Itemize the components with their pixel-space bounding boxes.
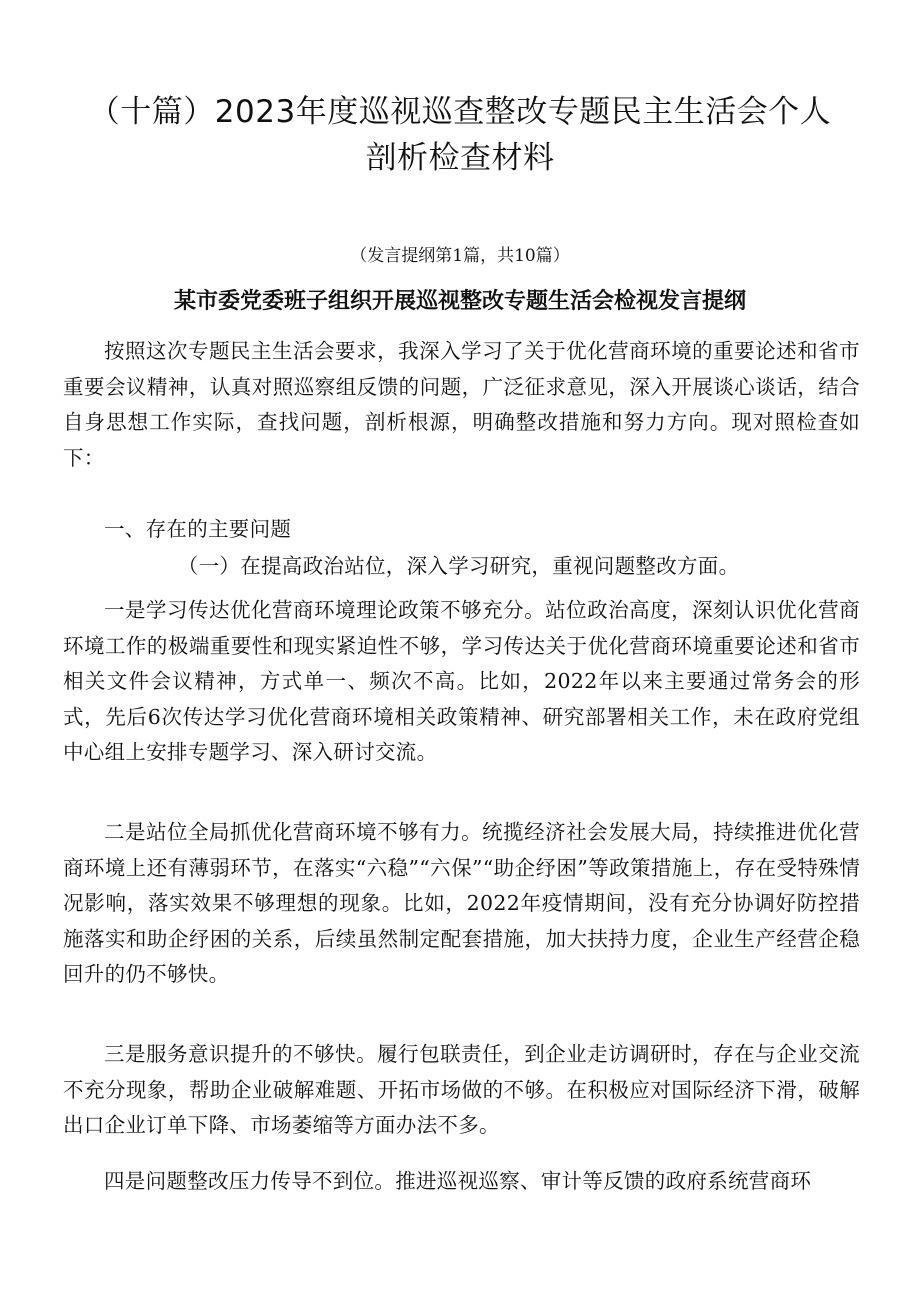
subpart-heading: （一）在提高政治站位，深入学习研究，重视问题整改方面。 [177,554,740,578]
point-paragraph-4: 四是问题整改压力传导不到位。推进巡视巡察、审计等反馈的政府系统营商环 [104,1169,812,1193]
point-paragraph-3: 三是服务意识提升的不够快。履行包联责任，到企业走访调研时，存在与企业交流不充分现象，帮助企业破解难题、开拓市场做的不够。在积极应对国际经济下滑，破解出口企业订单下降、市场萎缩等方面办法不多。 [63,1042,860,1137]
point-paragraph-1: 一是学习传达优化营商环境理论政策不够充分。站位政治高度，深刻认识优化营商环境工作的极端重要性和现实紧迫性不够，学习传达关于优化营商环境重要论述和省市相关文件会议精神，方式单一、频次不高。比如，2022年以来主要通过常务会的形式，先后6次传达学习优化营商环境相关政策精神、研究部署相关工作，未在政府党组中心组上安排专题学习、深入研讨交流。 [63,598,860,764]
intro-paragraph: 按照这次专题民主生活会要求，我深入学习了关于优化营商环境的重要论述和省市重要会议精神，认真对照巡察组反馈的问题，广泛征求意见，深入开展谈心谈话，结合自身思想工作实际，查找问题，剖析根源，明确整改措施和努力方向。现对照检查如下： [63,339,860,470]
outline-number-note: （发言提纲第1篇，共10篇） [350,246,570,266]
document-title-line-2: 剖析检查材料 [365,140,555,176]
document-title-line-1: （十篇）2023年度巡视巡查整改专题民主生活会个人 [88,94,832,130]
point-paragraph-2: 二是站位全局抓优化营商环境不够有力。统揽经济社会发展大局，持续推进优化营商环境上还有薄弱环节，在落实“六稳”“六保”“助企纾困”等政策措施上，存在受特殊情况影响，落实效果不够理想的现象。比如，2022年疫情期间，没有充分协调好防控措施落实和助企纾困的关系，后续虽然制定配套措施，加大扶持力度，企业生产经营企稳回升的仍不够快。 [63,820,860,986]
section-heading: 某市委党委班子组织开展巡视整改专题生活会检视发言提纲 [173,289,746,314]
part-heading: 一、存在的主要问题 [104,517,292,541]
